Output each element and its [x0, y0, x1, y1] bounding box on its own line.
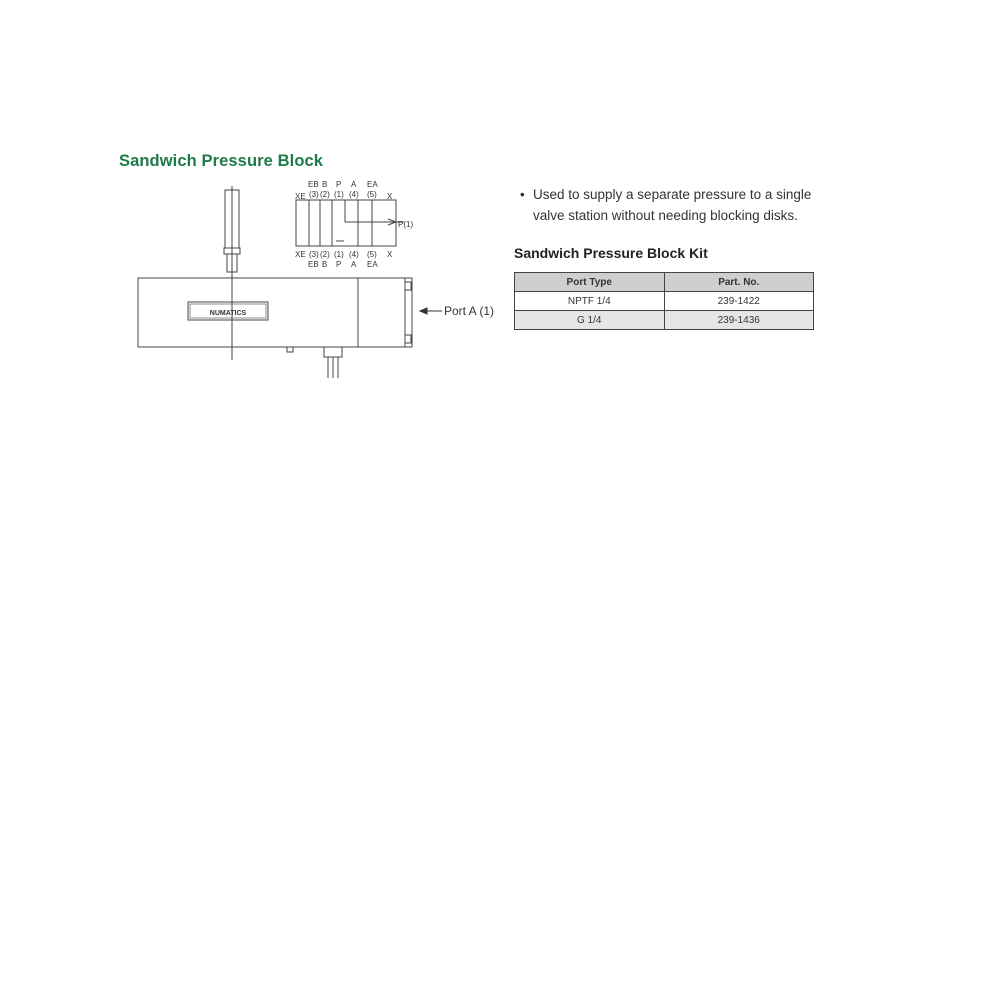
table-row	[515, 292, 814, 311]
bottom-label-b: B	[322, 260, 328, 269]
port-type-cell: G 1/4	[515, 311, 665, 330]
table-row	[515, 311, 814, 330]
top-num-1: (1)	[334, 190, 344, 199]
bottom-label-a: A	[351, 260, 357, 269]
bottom-num-1: (1)	[334, 250, 344, 259]
top-num-4: (4)	[349, 190, 359, 199]
bottom-num-5: (5)	[367, 250, 377, 259]
top-label-xe: XE	[295, 192, 306, 201]
bottom-num-3: (3)	[309, 250, 319, 259]
top-num-3: (3)	[309, 190, 319, 199]
top-label-b: B	[322, 180, 328, 189]
bottom-label-p: P	[336, 260, 342, 269]
header-part-no: Part. No.	[664, 273, 814, 292]
bottom-label-eb: EB	[308, 260, 319, 269]
valve-schematic	[296, 200, 404, 246]
top-label-eb: EB	[308, 180, 319, 189]
top-label-x: X	[387, 192, 393, 201]
bottom-num-4: (4)	[349, 250, 359, 259]
top-label-ea: EA	[367, 180, 378, 189]
port-type-cell: NPTF 1/4	[515, 292, 665, 311]
fitting-tube	[224, 186, 240, 360]
bottom-num-x: X	[387, 250, 393, 259]
port-a-arrow	[420, 308, 442, 314]
brand-label: NUMATICS	[209, 310, 247, 317]
part-no-cell: 239-1436	[664, 311, 814, 330]
port-a-callout: Port A (1)	[444, 304, 495, 318]
bullet-dot: •	[520, 187, 525, 202]
pressure-label: P(1)	[398, 220, 414, 229]
top-label-a: A	[351, 180, 357, 189]
top-num-5: (5)	[367, 190, 377, 199]
bottom-num-xe: XE	[295, 250, 306, 259]
kit-title: Sandwich Pressure Block Kit	[514, 245, 708, 261]
top-num-2: (2)	[320, 190, 330, 199]
kit-table	[514, 272, 814, 330]
feature-bullet	[520, 184, 820, 226]
bottom-num-2: (2)	[320, 250, 330, 259]
section-title: Sandwich Pressure Block	[119, 152, 324, 170]
bottom-label-ea: EA	[367, 260, 378, 269]
top-label-p: P	[336, 180, 342, 189]
header-port-type: Port Type	[515, 273, 665, 292]
valve-body	[138, 278, 412, 378]
part-no-cell: 239-1422	[664, 292, 814, 311]
table-header-row	[515, 273, 814, 292]
bullet-text: Used to supply a separate pressure to a single valve station without needing blocking disks.	[533, 187, 812, 223]
